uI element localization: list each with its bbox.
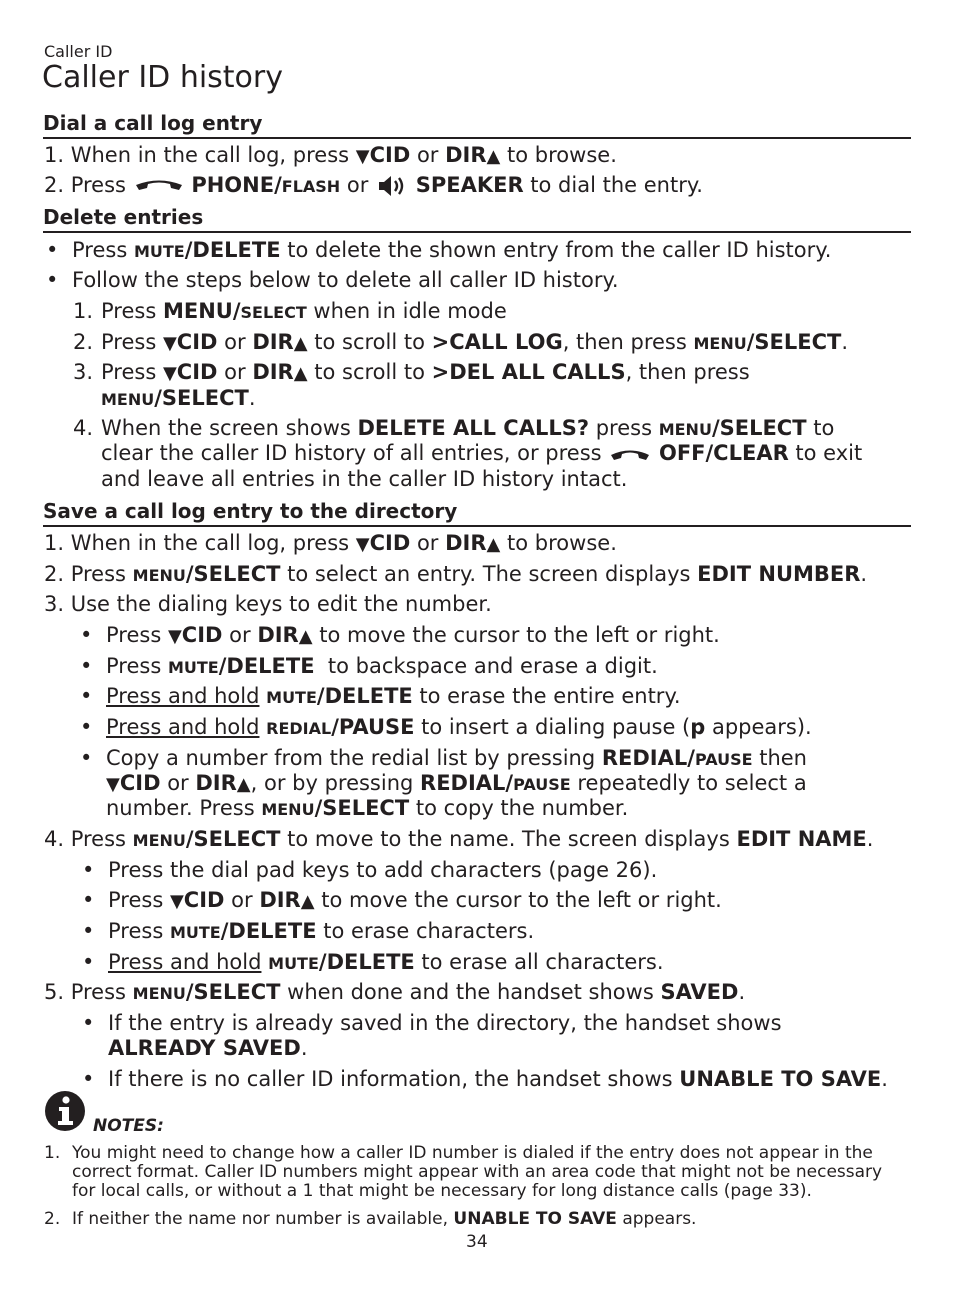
step-end: when in idle mode: [306, 299, 507, 323]
cid-key: CID: [369, 531, 411, 555]
bullet-end: appears).: [705, 715, 812, 739]
menu-key: MENU: [658, 420, 712, 439]
mute-key: MUTE: [169, 923, 221, 942]
bullet-icon: •: [80, 684, 93, 708]
step-text: 1. When in the call log, press: [44, 531, 356, 555]
pause-key: PAUSE: [694, 750, 753, 769]
or-text: or: [410, 143, 446, 167]
bullet-text: repeatedly to select a: [570, 771, 807, 795]
select-key: /SELECT: [185, 827, 281, 851]
menu-key: MENU: [132, 984, 186, 1003]
step-text: to scroll to: [307, 330, 432, 354]
screen-text: ALREADY SAVED: [108, 1036, 301, 1060]
step-end: .: [738, 980, 746, 1004]
dir-key: DIR: [445, 531, 487, 555]
mute-key: MUTE: [268, 954, 319, 973]
speaker-icon: [375, 173, 409, 199]
redial-key: REDIAL/: [601, 746, 695, 770]
delete-bullet-1: [72, 238, 831, 264]
save-step-2: [44, 562, 867, 588]
screen-text: UNABLE TO SAVE: [453, 1209, 617, 1229]
bullet-end: to erase the entire entry.: [412, 684, 681, 708]
up-triangle-icon: ▲: [300, 891, 315, 912]
bullet-end: to move the cursor to the left or right.: [314, 888, 722, 912]
up-triangle-icon: ▲: [486, 534, 501, 555]
dial-step-2: [44, 173, 703, 199]
dir-key: DIR: [257, 623, 299, 647]
bullet-text: , or by pressing: [250, 771, 421, 795]
or-text: or: [217, 360, 253, 384]
step-text: 1. When in the call log, press: [44, 143, 356, 167]
down-triangle-icon: ▼: [106, 774, 120, 795]
bullet-icon: •: [82, 1067, 95, 1091]
cid-key: CID: [176, 360, 218, 384]
step-end: to browse.: [500, 143, 617, 167]
bullet-text: Press: [106, 654, 168, 678]
step-text: to select an entry. The screen displays: [280, 562, 698, 586]
save-step-3-bullet-3: [106, 684, 681, 710]
dir-key: DIR: [195, 771, 237, 795]
bullet-end: to delete the shown entry from the caller ID history.: [280, 238, 832, 262]
step-text: press: [589, 416, 659, 440]
press-and-hold-text: Press and hold: [108, 950, 262, 974]
save-step-4-bullet-1: Press the dial pad keys to add characters (page 26).: [108, 858, 658, 882]
step-text: to exit: [788, 441, 863, 465]
bullet-icon: •: [80, 746, 93, 770]
step-text: 5. Press: [44, 980, 133, 1004]
bullet-icon: •: [80, 623, 93, 647]
step-text: When the screen shows: [101, 416, 358, 440]
select-key: /SELECT: [746, 330, 842, 354]
step-text: Press: [101, 360, 163, 384]
cid-key: CID: [181, 623, 223, 647]
note-text: If neither the name nor number is available,: [72, 1209, 454, 1229]
note-end: appears.: [616, 1209, 697, 1229]
step-text: to move to the name. The screen displays: [280, 827, 737, 851]
step-text: Press: [101, 330, 163, 354]
hang-up-icon: [608, 446, 652, 462]
select-key: /SELECT: [314, 796, 410, 820]
dir-key: DIR: [252, 330, 294, 354]
note-2-number: 2.: [44, 1209, 61, 1229]
save-step-3-bullet-1: [106, 623, 720, 649]
delete-step-4-cont-2: and leave all entries in the caller ID history intact.: [101, 467, 628, 491]
menu-key: MENU: [132, 831, 186, 850]
up-triangle-icon: ▲: [293, 363, 308, 384]
bullet-text: then: [752, 746, 807, 770]
mute-key: MUTE: [133, 242, 185, 261]
save-step-3-bullet-4: [106, 715, 812, 741]
press-and-hold-text: Press and hold: [106, 715, 260, 739]
or-text: or: [410, 531, 446, 555]
delete-key: /DELETE: [318, 950, 415, 974]
save-step-4: [44, 827, 873, 853]
screen-text: EDIT NUMBER: [697, 562, 861, 586]
pause-key: /PAUSE: [331, 715, 415, 739]
step-end: .: [248, 386, 256, 410]
select-key: /SELECT: [185, 980, 281, 1004]
bullet-icon: •: [82, 858, 95, 882]
phone-key: PHONE/: [191, 173, 282, 197]
or-text: or: [224, 888, 260, 912]
phone-handset-icon: [133, 178, 185, 194]
save-step-5: [44, 980, 745, 1006]
screen-text: DELETE ALL CALLS?: [357, 416, 590, 440]
menu-key: MENU: [101, 390, 155, 409]
bullet-text: If there is no caller ID information, the handset shows: [108, 1067, 680, 1091]
speaker-key: SPEAKER: [415, 173, 524, 197]
pause-key: PAUSE: [513, 775, 571, 794]
bullet-end: to backspace and erase a digit.: [314, 654, 658, 678]
cid-key: CID: [176, 330, 218, 354]
up-triangle-icon: ▲: [298, 626, 313, 647]
bullet-text: to insert a dialing pause (: [414, 715, 691, 739]
step-text: 2. Press: [44, 562, 133, 586]
section-label: Caller ID: [44, 42, 113, 61]
dir-key: DIR: [445, 143, 487, 167]
save-step-4-bullet-4: [108, 950, 664, 976]
or-text: or: [160, 771, 196, 795]
step-end: to dial the entry.: [523, 173, 703, 197]
step-text: Press: [101, 299, 163, 323]
step-number: 2.: [73, 330, 94, 354]
step-text: , then press: [562, 330, 694, 354]
bullet-end: .: [881, 1067, 888, 1091]
bullet-text: Press: [72, 238, 134, 262]
or-text: or: [222, 623, 258, 647]
bullet-end: to move the cursor to the left or right.: [312, 623, 720, 647]
delete-step-3: [73, 360, 93, 385]
save-step-5-bullet-1: If the entry is already saved in the directory, the handset shows: [108, 1011, 782, 1035]
delete-step-4: [73, 416, 93, 441]
bullet-text: Press: [106, 623, 168, 647]
down-triangle-icon: ▼: [169, 891, 184, 912]
bullet-text: Copy a number from the redial list by pressing: [106, 746, 602, 770]
heading-save: Save a call log entry to the directory: [43, 499, 911, 527]
bullet-icon: •: [82, 950, 95, 974]
note-1-number: 1.: [44, 1143, 61, 1163]
redial-key: REDIAL: [266, 719, 332, 738]
bullet-end: .: [300, 1036, 308, 1060]
menu-key: MENU: [132, 566, 186, 585]
select-key: /SELECT: [711, 416, 807, 440]
bullet-text: number. Press: [106, 796, 262, 820]
delete-step-3-text: [101, 360, 750, 386]
info-icon: [44, 1090, 86, 1132]
menu-key: MENU/: [162, 299, 241, 323]
bullet-end: to erase all characters.: [414, 950, 664, 974]
step-text: when done and the handset shows: [280, 980, 661, 1004]
down-triangle-icon: ▼: [167, 626, 182, 647]
delete-step-4-text: [101, 416, 834, 442]
delete-step-2: [73, 330, 93, 355]
flash-key: FLASH: [281, 177, 341, 196]
bullet-icon: •: [82, 919, 95, 943]
screen-text: UNABLE TO SAVE: [679, 1067, 882, 1091]
up-triangle-icon: ▲: [293, 333, 308, 354]
dial-step-1: [44, 143, 617, 169]
step-text: clear the caller ID history of all entries, or press: [101, 441, 609, 465]
page-number: 34: [466, 1232, 488, 1252]
save-step-5-bullet-1-cont: [108, 1036, 308, 1061]
delete-step-2-text: [101, 330, 848, 356]
down-triangle-icon: ▼: [162, 363, 177, 384]
save-step-5-bullet-2: [108, 1067, 888, 1092]
select-key: /SELECT: [185, 562, 281, 586]
delete-key: /DELETE: [220, 919, 317, 943]
cid-key: CID: [183, 888, 225, 912]
delete-bullet-2: Follow the steps below to delete all caller ID history.: [72, 268, 619, 292]
delete-step-1: [73, 299, 93, 324]
save-step-4-bullet-2: [108, 888, 722, 914]
heading-dial: Dial a call log entry: [43, 111, 911, 139]
screen-text: EDIT NAME: [736, 827, 867, 851]
mute-key: MUTE: [266, 688, 317, 707]
step-text: to: [806, 416, 835, 440]
bullet-icon: •: [82, 888, 95, 912]
step-end: .: [841, 330, 848, 354]
menu-key: MENU: [261, 800, 315, 819]
note-1-line-1: You might need to change how a caller ID number is dialed if the entry does not appear in the: [72, 1143, 873, 1163]
step-text: , then press: [625, 360, 750, 384]
step-text: 4. Press: [44, 827, 133, 851]
save-step-3-bullet-5-cont: [106, 771, 807, 797]
bullet-icon: •: [82, 1011, 95, 1035]
delete-key: /DELETE: [316, 684, 413, 708]
screen-text: >DEL ALL CALLS: [431, 360, 626, 384]
select-key: /SELECT: [154, 386, 249, 410]
down-triangle-icon: ▼: [355, 146, 370, 167]
bullet-end: to erase characters.: [316, 919, 535, 943]
bullet-icon: •: [46, 268, 59, 292]
save-step-4-bullet-3: [108, 919, 534, 945]
up-triangle-icon: ▲: [486, 146, 501, 167]
down-triangle-icon: ▼: [355, 534, 370, 555]
up-triangle-icon: ▲: [236, 774, 251, 795]
select-key: SELECT: [240, 303, 307, 322]
cid-key: CID: [119, 771, 161, 795]
heading-delete: Delete entries: [43, 205, 911, 233]
dir-key: DIR: [252, 360, 294, 384]
delete-step-1-text: [101, 299, 507, 325]
save-step-3-bullet-5: [106, 746, 807, 772]
delete-key: /DELETE: [218, 654, 315, 678]
or-text: or: [340, 173, 376, 197]
save-step-3: 3. Use the dialing keys to edit the number.: [44, 592, 492, 616]
bullet-end: to copy the number.: [409, 796, 629, 820]
note-1-line-3: for local calls, or without a 1 that might be necessary for long distance calls (page 33).: [72, 1181, 812, 1201]
note-2-text: [72, 1209, 696, 1229]
off-clear-key: OFF/CLEAR: [658, 441, 789, 465]
cid-key: CID: [369, 143, 411, 167]
delete-key: /DELETE: [184, 238, 281, 262]
pause-symbol: p: [690, 715, 706, 739]
or-text: or: [217, 330, 253, 354]
delete-step-4-cont: [101, 441, 862, 466]
bullet-text: Press: [108, 888, 170, 912]
notes-title: NOTES:: [93, 1116, 164, 1136]
step-number: 4.: [73, 416, 94, 440]
step-end: .: [866, 827, 874, 851]
step-text: to scroll to: [307, 360, 432, 384]
redial-key: REDIAL/: [420, 771, 514, 795]
down-triangle-icon: ▼: [162, 333, 177, 354]
save-step-1: [44, 531, 617, 557]
bullet-text: Press: [108, 919, 170, 943]
press-and-hold-text: Press and hold: [106, 684, 260, 708]
bullet-icon: •: [80, 715, 93, 739]
step-number: 1.: [73, 299, 94, 323]
step-text: 2. Press: [44, 173, 133, 197]
save-step-3-bullet-2: [106, 654, 658, 680]
bullet-icon: •: [80, 654, 93, 678]
mute-key: MUTE: [167, 658, 219, 677]
bullet-icon: •: [46, 238, 59, 262]
page-title: Caller ID history: [42, 60, 283, 95]
step-end: to browse.: [500, 531, 617, 555]
step-number: 3.: [73, 360, 94, 384]
note-1-line-2: correct format. Caller ID numbers might appear with an area code that might not be necessary: [72, 1162, 883, 1182]
save-step-3-bullet-5-cont-2: [106, 796, 628, 822]
screen-text: SAVED: [660, 980, 739, 1004]
delete-step-3-cont: [101, 386, 256, 412]
step-end: .: [860, 562, 868, 586]
screen-text: >CALL LOG: [431, 330, 563, 354]
menu-key: MENU: [693, 334, 747, 353]
dir-key: DIR: [259, 888, 301, 912]
